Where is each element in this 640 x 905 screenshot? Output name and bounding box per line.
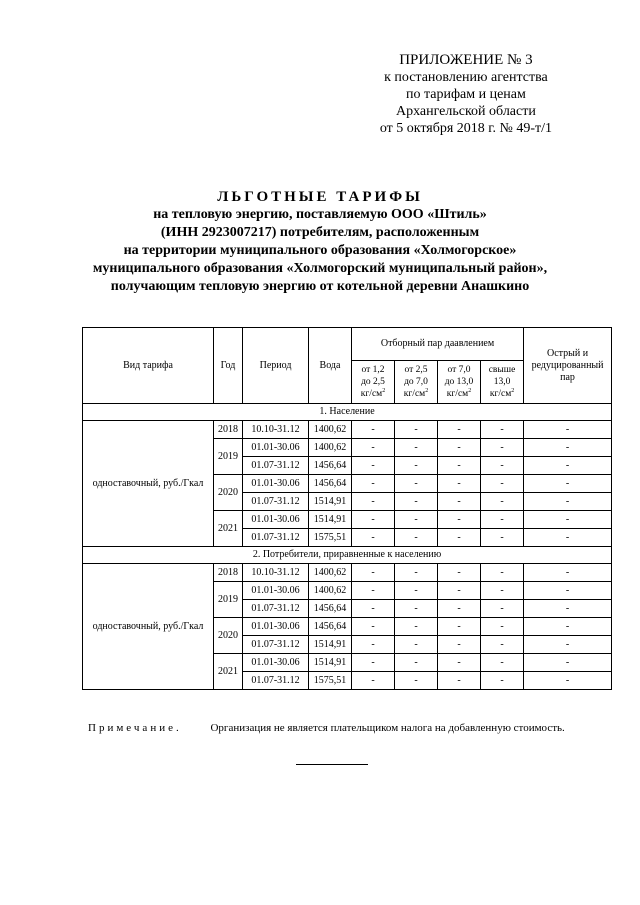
value-cell: - [524, 636, 612, 654]
table-row [83, 564, 612, 582]
value-cell: - [481, 654, 524, 672]
value-cell: - [438, 564, 481, 582]
water-cell: 1400,62 [309, 564, 352, 582]
value-cell: - [352, 654, 395, 672]
appendix-header [380, 52, 552, 137]
title-line: муниципального образования «Холмогорский муниципальный район», [92, 261, 548, 276]
value-cell: - [438, 457, 481, 475]
water-cell: 1456,64 [309, 600, 352, 618]
water-cell: 1456,64 [309, 475, 352, 493]
value-cell: - [438, 439, 481, 457]
note [88, 722, 565, 734]
water-cell: 1575,51 [309, 672, 352, 690]
water-cell: 1400,62 [309, 421, 352, 439]
appendix-date: от 5 октября 2018 г. № 49-т/1 [379, 121, 552, 136]
value-cell: - [524, 582, 612, 600]
document-title [0, 188, 640, 296]
title-line: на территории муниципального образования «Холмогорское» [123, 243, 517, 258]
value-cell: - [481, 582, 524, 600]
table-row [83, 421, 612, 439]
value-cell: - [352, 564, 395, 582]
note-label: Примечание. [88, 722, 182, 734]
water-cell: 1514,91 [309, 511, 352, 529]
period-cell: 10.10-31.12 [243, 564, 309, 582]
appendix-number: ПРИЛОЖЕНИЕ № 3 [399, 52, 533, 68]
value-cell: - [438, 475, 481, 493]
value-cell: - [481, 421, 524, 439]
header-period: Период [243, 328, 309, 404]
period-cell: 01.01-30.06 [243, 618, 309, 636]
value-cell: - [352, 582, 395, 600]
year-cell: 2018 [214, 564, 243, 582]
year-cell: 2021 [214, 511, 243, 547]
header-sharp-steam: Острый и редуцированный пар [524, 328, 612, 404]
value-cell: - [438, 618, 481, 636]
header-year: Год [214, 328, 243, 404]
period-cell: 01.01-30.06 [243, 582, 309, 600]
value-cell: - [481, 672, 524, 690]
value-cell: - [395, 511, 438, 529]
header-water: Вода [309, 328, 352, 404]
value-cell: - [524, 475, 612, 493]
value-cell: - [524, 421, 612, 439]
value-cell: - [395, 439, 438, 457]
divider [296, 764, 368, 765]
value-cell: - [524, 457, 612, 475]
title-line: получающим тепловую энергию от котельной деревни Анашкино [110, 279, 530, 294]
value-cell: - [481, 475, 524, 493]
title-line: (ИНН 2923007217) потребителям, расположенным [160, 225, 480, 240]
value-cell: - [438, 672, 481, 690]
water-cell: 1514,91 [309, 654, 352, 672]
value-cell: - [481, 600, 524, 618]
header-tariff-type: Вид тарифа [83, 328, 214, 404]
value-cell: - [438, 421, 481, 439]
year-cell: 2020 [214, 618, 243, 654]
water-cell: 1400,62 [309, 582, 352, 600]
appendix-line: по тарифам и ценам [405, 87, 526, 102]
water-cell: 1456,64 [309, 618, 352, 636]
water-cell: 1514,91 [309, 493, 352, 511]
value-cell: - [395, 582, 438, 600]
header-pressure-1: от 1,2 до 2,5 $кг/см^2$ [352, 361, 395, 404]
value-cell: - [524, 511, 612, 529]
water-cell: 1456,64 [309, 457, 352, 475]
period-cell: 01.01-30.06 [243, 511, 309, 529]
value-cell: - [481, 493, 524, 511]
value-cell: - [352, 600, 395, 618]
title-main: ЛЬГОТНЫЕ ТАРИФЫ [217, 189, 423, 205]
year-cell: 2021 [214, 654, 243, 690]
appendix-line: Архангельской области [395, 104, 536, 119]
header-pressure-3: от 7,0 до 13,0 $кг/см^2$ [438, 361, 481, 404]
water-cell: 1514,91 [309, 636, 352, 654]
value-cell: - [481, 439, 524, 457]
period-cell: 01.01-30.06 [243, 439, 309, 457]
value-cell: - [438, 582, 481, 600]
value-cell: - [524, 529, 612, 547]
value-cell: - [395, 600, 438, 618]
value-cell: - [395, 529, 438, 547]
value-cell: - [481, 564, 524, 582]
value-cell: - [352, 636, 395, 654]
value-cell: - [524, 654, 612, 672]
year-cell: 2019 [214, 439, 243, 475]
value-cell: - [395, 618, 438, 636]
appendix-line: к постановлению агентства [384, 70, 548, 85]
year-cell: 2019 [214, 582, 243, 618]
tariff-table [82, 327, 612, 690]
value-cell: - [352, 672, 395, 690]
period-cell: 01.01-30.06 [243, 475, 309, 493]
period-cell: 01.07-31.12 [243, 493, 309, 511]
value-cell: - [395, 475, 438, 493]
tariff-type-cell: одноставочный, руб./Гкал [83, 421, 214, 547]
value-cell: - [481, 636, 524, 654]
value-cell: - [395, 457, 438, 475]
value-cell: - [352, 618, 395, 636]
period-cell: 01.07-31.12 [243, 636, 309, 654]
value-cell: - [481, 511, 524, 529]
value-cell: - [395, 654, 438, 672]
period-cell: 01.07-31.12 [243, 529, 309, 547]
period-cell: 10.10-31.12 [243, 421, 309, 439]
value-cell: - [352, 511, 395, 529]
value-cell: - [352, 457, 395, 475]
value-cell: - [481, 529, 524, 547]
header-pressure-4: свыше 13,0 $кг/см^2$ [481, 361, 524, 404]
value-cell: - [524, 439, 612, 457]
value-cell: - [438, 654, 481, 672]
value-cell: - [352, 529, 395, 547]
value-cell: - [352, 421, 395, 439]
value-cell: - [438, 600, 481, 618]
year-cell: 2018 [214, 421, 243, 439]
section-title: 1. Население [83, 404, 612, 421]
value-cell: - [395, 636, 438, 654]
period-cell: 01.07-31.12 [243, 457, 309, 475]
value-cell: - [524, 600, 612, 618]
value-cell: - [481, 457, 524, 475]
value-cell: - [395, 421, 438, 439]
value-cell: - [395, 493, 438, 511]
value-cell: - [395, 672, 438, 690]
value-cell: - [481, 618, 524, 636]
value-cell: - [524, 493, 612, 511]
value-cell: - [395, 564, 438, 582]
value-cell: - [352, 475, 395, 493]
value-cell: - [438, 493, 481, 511]
year-cell: 2020 [214, 475, 243, 511]
section-title: 2. Потребители, приравненные к населению [83, 547, 612, 564]
header-steam: Отборный пар даавлением [352, 328, 524, 361]
value-cell: - [524, 672, 612, 690]
value-cell: - [524, 618, 612, 636]
header-pressure-2: от 2,5 до 7,0 $кг/см^2$ [395, 361, 438, 404]
period-cell: 01.07-31.12 [243, 600, 309, 618]
water-cell: 1400,62 [309, 439, 352, 457]
period-cell: 01.07-31.12 [243, 672, 309, 690]
value-cell: - [352, 439, 395, 457]
value-cell: - [352, 493, 395, 511]
value-cell: - [524, 564, 612, 582]
value-cell: - [438, 529, 481, 547]
tariff-type-cell: одноставочный, руб./Гкал [83, 564, 214, 690]
note-text: Организация не является плательщиком налога на добавленную стоимость. [210, 722, 565, 734]
water-cell: 1575,51 [309, 529, 352, 547]
value-cell: - [438, 636, 481, 654]
value-cell: - [438, 511, 481, 529]
period-cell: 01.01-30.06 [243, 654, 309, 672]
title-line: на тепловую энергию, поставляемую ООО «Штиль» [153, 207, 487, 222]
